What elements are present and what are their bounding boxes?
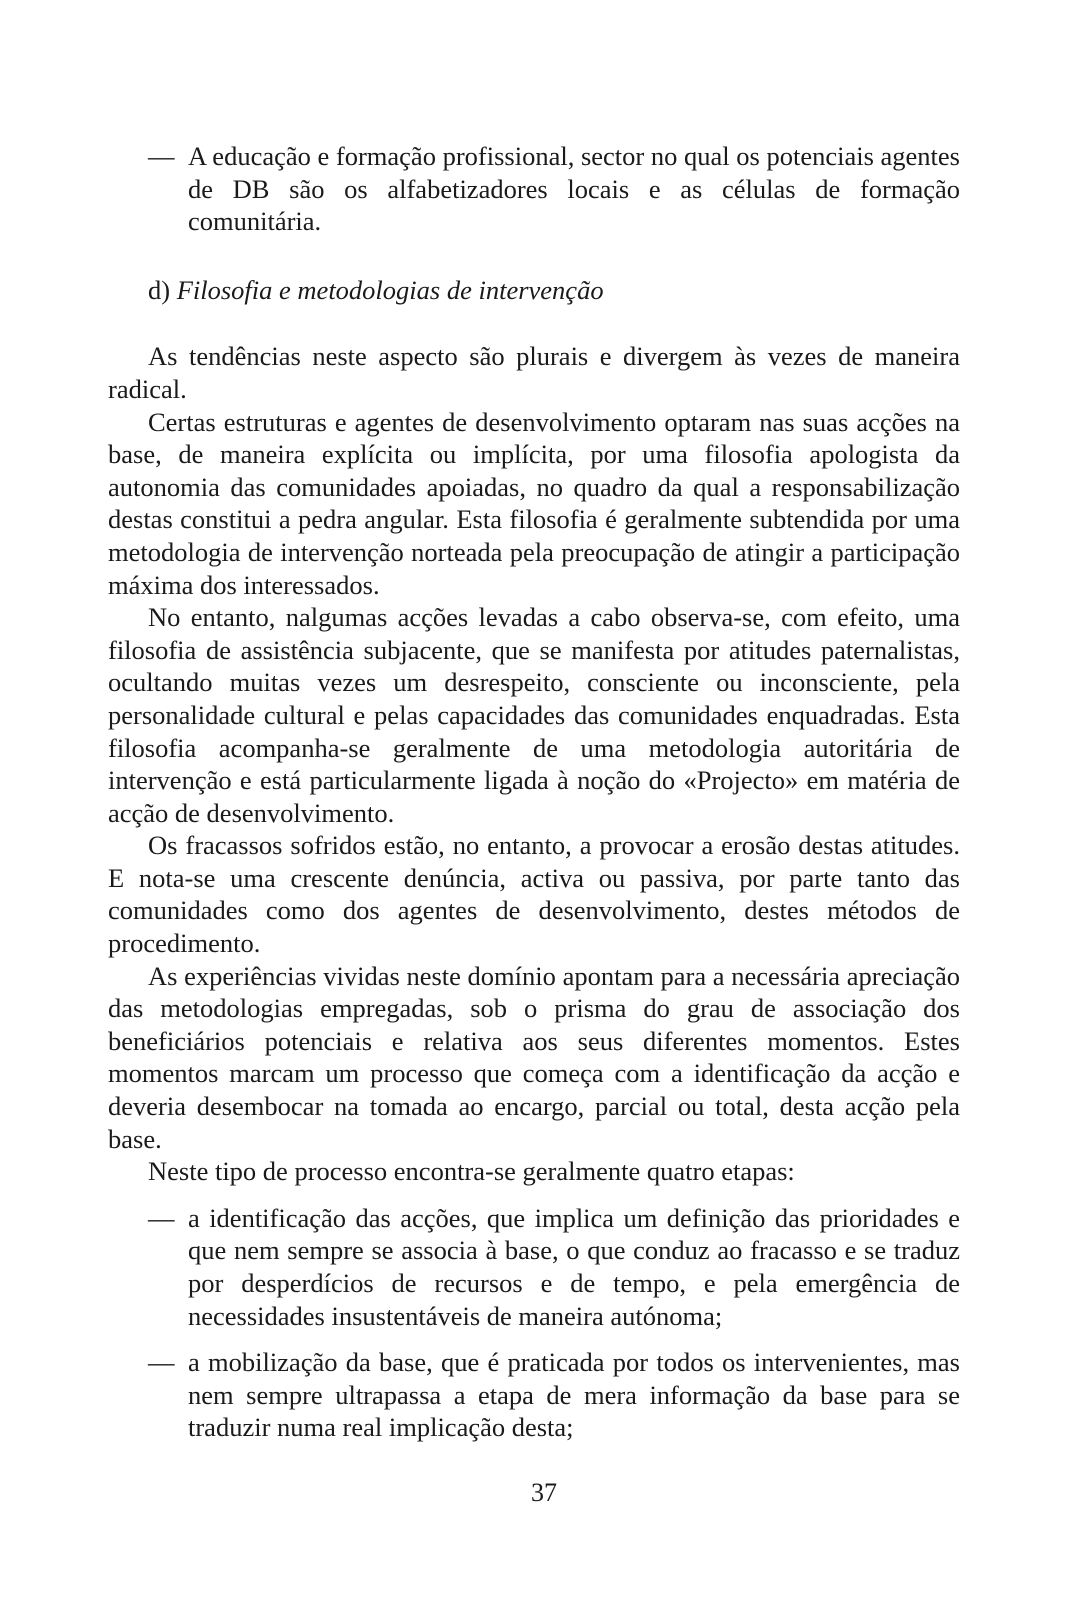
intro-list-item bbox=[108, 140, 960, 238]
section-heading-prefix: d) bbox=[148, 274, 171, 305]
paragraph-fracassos: Os fracassos sofridos estão, no entanto, a provocar a erosão destas atitudes. E nota-se uma crescente denúncia, activa ou passiva, por parte tanto das comunidades como dos agentes de desenvolvimento, destes métodos de procedimento. bbox=[108, 830, 960, 959]
paragraph-experiencias: As experiências vividas neste domínio apontam para a necessária apreciação das metodologias empregadas, sob o prisma do grau de associação dos beneficiários potenciais e relativa aos seus diferentes momentos. Estes momentos marcam um processo que começa com a identificação da acção e deveria desembocar na tomada ao encargo, parcial ou total, desta acção pela base. bbox=[108, 960, 960, 1154]
page-number: 37 bbox=[531, 1478, 557, 1507]
step-list-item bbox=[108, 1202, 960, 1332]
em-dash: — bbox=[148, 1202, 175, 1233]
paragraph-etapas-intro: Neste tipo de processo encontra-se geralmente quatro etapas: bbox=[148, 1156, 795, 1187]
page-body bbox=[108, 140, 960, 1444]
em-dash: — bbox=[148, 141, 175, 171]
paragraph-no-entanto: No entanto, nalgumas acções levadas a cabo observa-se, com efeito, uma filosofia de assistência subjacente, que se manifesta por atitudes paternalistas, ocultando muitas vezes um desrespeito, consciente ou inconsciente, pela personalidade cultural e pelas capacidades das comunidades enquadradas. Esta filosofia acompanha-se geralmente de uma metodologia autoritária de intervenção e está particularmente ligada à noção do «Projecto» em matéria de acção de desenvolvimento. bbox=[108, 602, 960, 828]
step-list-item bbox=[108, 1346, 960, 1444]
intro-item-text: A educação e formação profissional, sector no qual os potenciais agentes de DB são os alfabetizadores locais e as células de formação comunitária. bbox=[188, 141, 960, 237]
paragraph-certas-estruturas: Certas estruturas e agentes de desenvolvimento optaram nas suas acções na base, de maneira explícita ou implícita, por uma filosofia apologista da autonomia das comunidades apoiadas, no quadro da qual a responsabilização destas constitui a pedra angular. Esta filosofia é geralmente subtendida por uma metodologia de intervenção norteada pela preocupação de atingir a participação máxima dos interessados. bbox=[108, 406, 960, 600]
step-text-identificacao: a identificação das acções, que implica um definição das prioridades e que nem sempre se associa à base, o que conduz ao fracasso e se traduz por desperdícios de recursos e de tempo, e pela emergência de necessidades insustentáveis de maneira autónoma; bbox=[188, 1202, 960, 1331]
em-dash: — bbox=[148, 1347, 175, 1378]
step-text-mobilizacao: a mobilização da base, que é praticada por todos os intervenientes, mas nem sempre ultrapassa a etapa de mera informação da base para se traduzir numa real implicação desta; bbox=[188, 1347, 960, 1443]
section-heading bbox=[108, 274, 960, 307]
paragraph-tendencias: As tendências neste aspecto são plurais e divergem às vezes de maneira radical. bbox=[108, 341, 960, 404]
section-heading-title: Filosofia e metodologias de intervenção bbox=[176, 274, 604, 305]
